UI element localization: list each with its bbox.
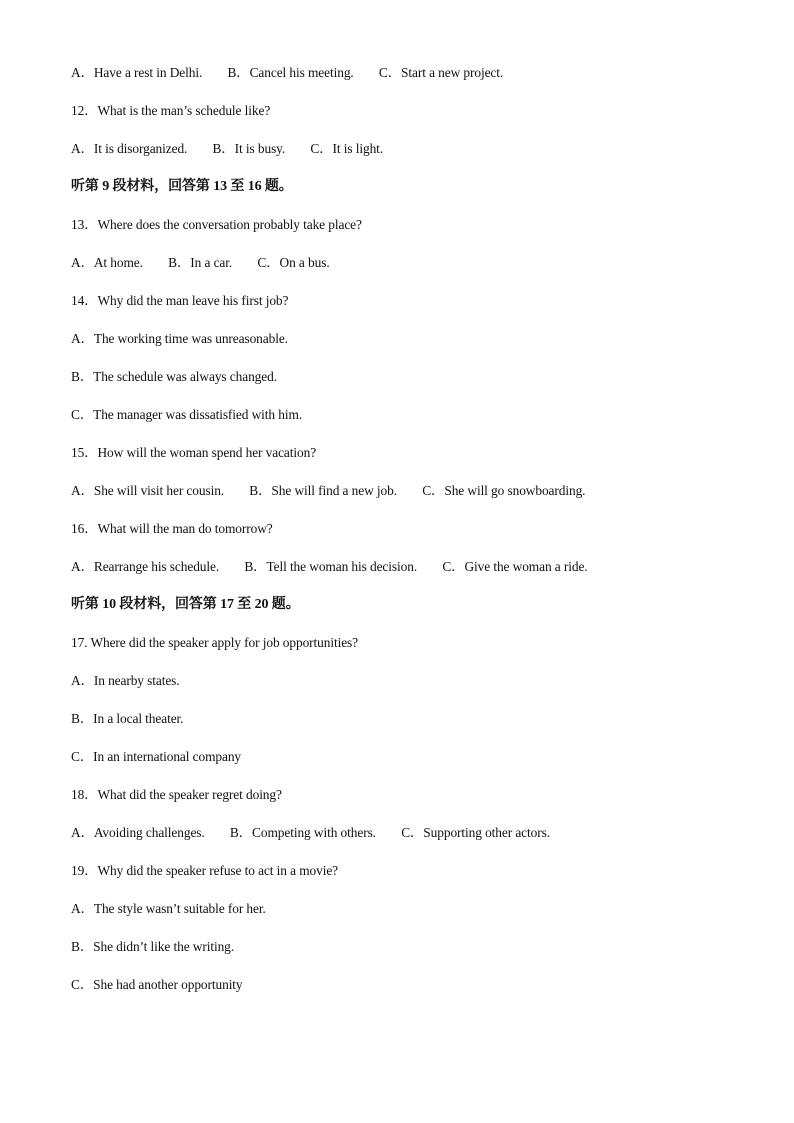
option-text: B．Cancel his meeting.	[227, 65, 354, 80]
option-text: C．Supporting other actors.	[401, 825, 550, 840]
option-row	[71, 252, 751, 290]
option-text: C．She will go snowboarding.	[422, 483, 586, 498]
option-text: B．Competing with others.	[229, 825, 376, 840]
question-16: 16．What will the man do tomorrow?	[71, 521, 273, 536]
question-17: 17. Where did the speaker apply for job opportunities?	[71, 635, 359, 650]
question-13: 13．Where does the conversation probably take place?	[71, 217, 362, 232]
option-b: B．She didn’t like the writing.	[71, 939, 235, 954]
option-row	[71, 138, 751, 176]
option-row	[71, 556, 751, 594]
option-text: A．It is disorganized.	[71, 141, 188, 156]
question-12: 12．What is the man’s schedule like?	[71, 103, 271, 118]
option-text: C．Start a new project.	[378, 65, 504, 80]
option-a: A．The working time was unreasonable.	[71, 331, 288, 346]
option-text: A．She will visit her cousin.	[71, 483, 225, 498]
option-text: B．She will find a new job.	[249, 483, 397, 498]
option-c: C．She had another opportunity	[71, 977, 243, 992]
option-text: A．Have a rest in Delhi.	[71, 65, 203, 80]
option-text: A．At home.	[71, 255, 143, 270]
option-row	[71, 480, 751, 518]
question-19: 19．Why did the speaker refuse to act in a movie?	[71, 863, 339, 878]
option-text: C．Give the woman a ride.	[442, 559, 588, 574]
option-a: A．The style wasn’t suitable for her.	[71, 901, 266, 916]
option-text: A．Rearrange his schedule.	[71, 559, 220, 574]
section-heading: 听第 10 段材料，回答第 17 至 20 题。	[71, 597, 300, 612]
option-b: B．In a local theater.	[71, 711, 184, 726]
option-row	[71, 62, 751, 100]
option-text: C．On a bus.	[257, 255, 330, 270]
question-18: 18．What did the speaker regret doing?	[71, 787, 282, 802]
option-text: C．It is light.	[310, 141, 384, 156]
option-text: B．It is busy.	[212, 141, 286, 156]
option-text: A．Avoiding challenges.	[71, 825, 205, 840]
option-b: B．The schedule was always changed.	[71, 369, 277, 384]
option-c: C．The manager was dissatisfied with him.	[71, 407, 303, 422]
document-page	[71, 62, 751, 1012]
option-text: B．Tell the woman his decision.	[244, 559, 418, 574]
section-heading: 听第 9 段材料，回答第 13 至 16 题。	[71, 179, 293, 194]
option-row	[71, 822, 751, 860]
question-15: 15．How will the woman spend her vacation?	[71, 445, 317, 460]
option-a: A．In nearby states.	[71, 673, 180, 688]
option-text: B．In a car.	[168, 255, 233, 270]
option-c: C．In an international company	[71, 749, 242, 764]
question-14: 14．Why did the man leave his first job?	[71, 293, 289, 308]
